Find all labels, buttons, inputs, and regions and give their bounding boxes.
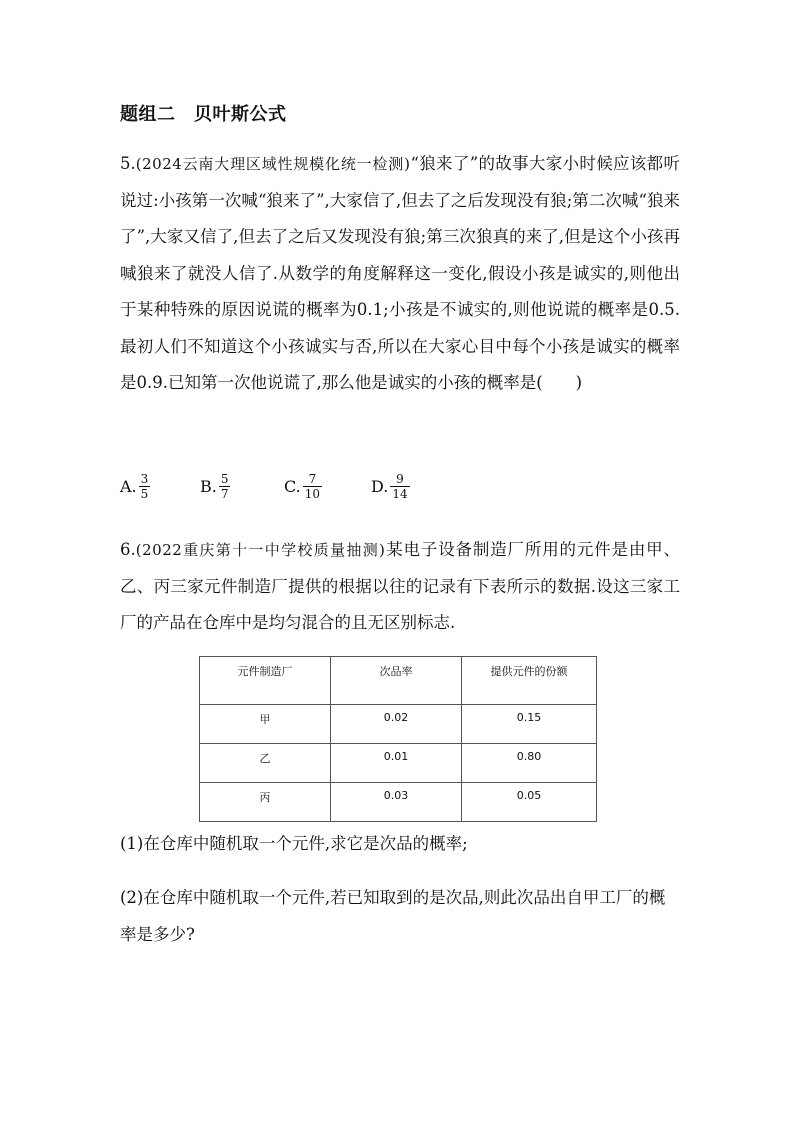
fraction-denominator: 14 (392, 487, 408, 501)
fraction-numerator: 7 (308, 472, 317, 486)
table-row (200, 705, 597, 744)
problem-6 (120, 532, 680, 642)
option-d[interactable] (371, 472, 410, 501)
option-c[interactable] (284, 472, 322, 501)
table-cell-defect-rate: 0.03 (331, 783, 462, 822)
fraction-numerator: 3 (140, 472, 149, 486)
option-letter: B. (200, 477, 217, 496)
table-cell-factory: 丙 (200, 783, 331, 822)
option-fraction (390, 472, 409, 501)
option-a[interactable] (120, 472, 150, 501)
table-row (200, 744, 597, 783)
table-cell-share: 0.80 (462, 744, 597, 783)
table-cell-defect-rate: 0.02 (331, 705, 462, 744)
table-cell-share: 0.15 (462, 705, 597, 744)
problem-5-number: 5. (120, 154, 136, 173)
fraction-numerator: 9 (396, 472, 404, 486)
table-header-defect-rate: 次品率 (331, 657, 462, 705)
problem-5-source: (2024云南大理区域性规模化统一检测) (135, 155, 411, 173)
option-b[interactable] (200, 472, 230, 501)
fraction-denominator: 10 (304, 487, 321, 501)
option-fraction (139, 472, 151, 501)
option-fraction (303, 472, 322, 501)
question-2: (2)在仓库中随机取一个元件,若已知取到的是次品,则此次品出自甲工厂的概率是多少? (120, 888, 666, 944)
table-cell-defect-rate: 0.01 (331, 744, 462, 783)
problem-6-source: (2022重庆第十一中学校质量抽测) (135, 541, 386, 559)
option-letter: A. (120, 477, 137, 496)
table-header-row (200, 657, 597, 705)
fraction-denominator: 5 (140, 487, 149, 501)
problem-6-text: 某电子设备制造厂所用的元件是由甲、乙、丙三家元件制造厂提供的根据以往的记录有下表所示的数据.设这三家工厂的产品在仓库中是均匀混合的且无区别标志. (120, 540, 680, 632)
question-1: (1)在仓库中随机取一个元件,求它是次品的概率; (120, 834, 468, 853)
option-letter: D. (371, 477, 389, 496)
fraction-numerator: 5 (220, 472, 229, 486)
table-cell-share: 0.05 (462, 783, 597, 822)
table-cell-factory: 甲 (200, 705, 331, 744)
table-header-factory: 元件制造厂 (200, 657, 331, 705)
section-title: 题组二 贝叶斯公式 (120, 104, 287, 125)
problem-6-number: 6. (120, 540, 136, 559)
table-cell-factory: 乙 (200, 744, 331, 783)
problem-5 (120, 146, 680, 402)
table-row (200, 783, 597, 822)
option-fraction (219, 472, 231, 501)
problem-5-text: “狼来了”的故事大家小时候应该都听说过:小孩第一次喊“狼来了”,大家信了,但去了之后发现没有狼;第二次喊“狼来了”,大家又信了,但去了之后又发现没有狼;第三次狼真的来了,但是这个小孩再喊狼来了就没人信了.从数学的角度解释这一变化,假设小孩是诚实的,则他出于某种特殊的原因说谎的概率为0.1;小孩是不诚实的,则他说谎的概率是0.5.最初人们不知道这个小孩诚实与否,所以在大家心目中每个小孩是诚实的概率是0.9.已知第一次他说谎了,那么他是诚实的小孩的概率是( ) (120, 154, 680, 392)
fraction-denominator: 7 (220, 487, 229, 501)
table-header-share: 提供元件的份额 (462, 657, 597, 705)
option-letter: C. (284, 477, 301, 496)
factory-table (199, 656, 597, 822)
